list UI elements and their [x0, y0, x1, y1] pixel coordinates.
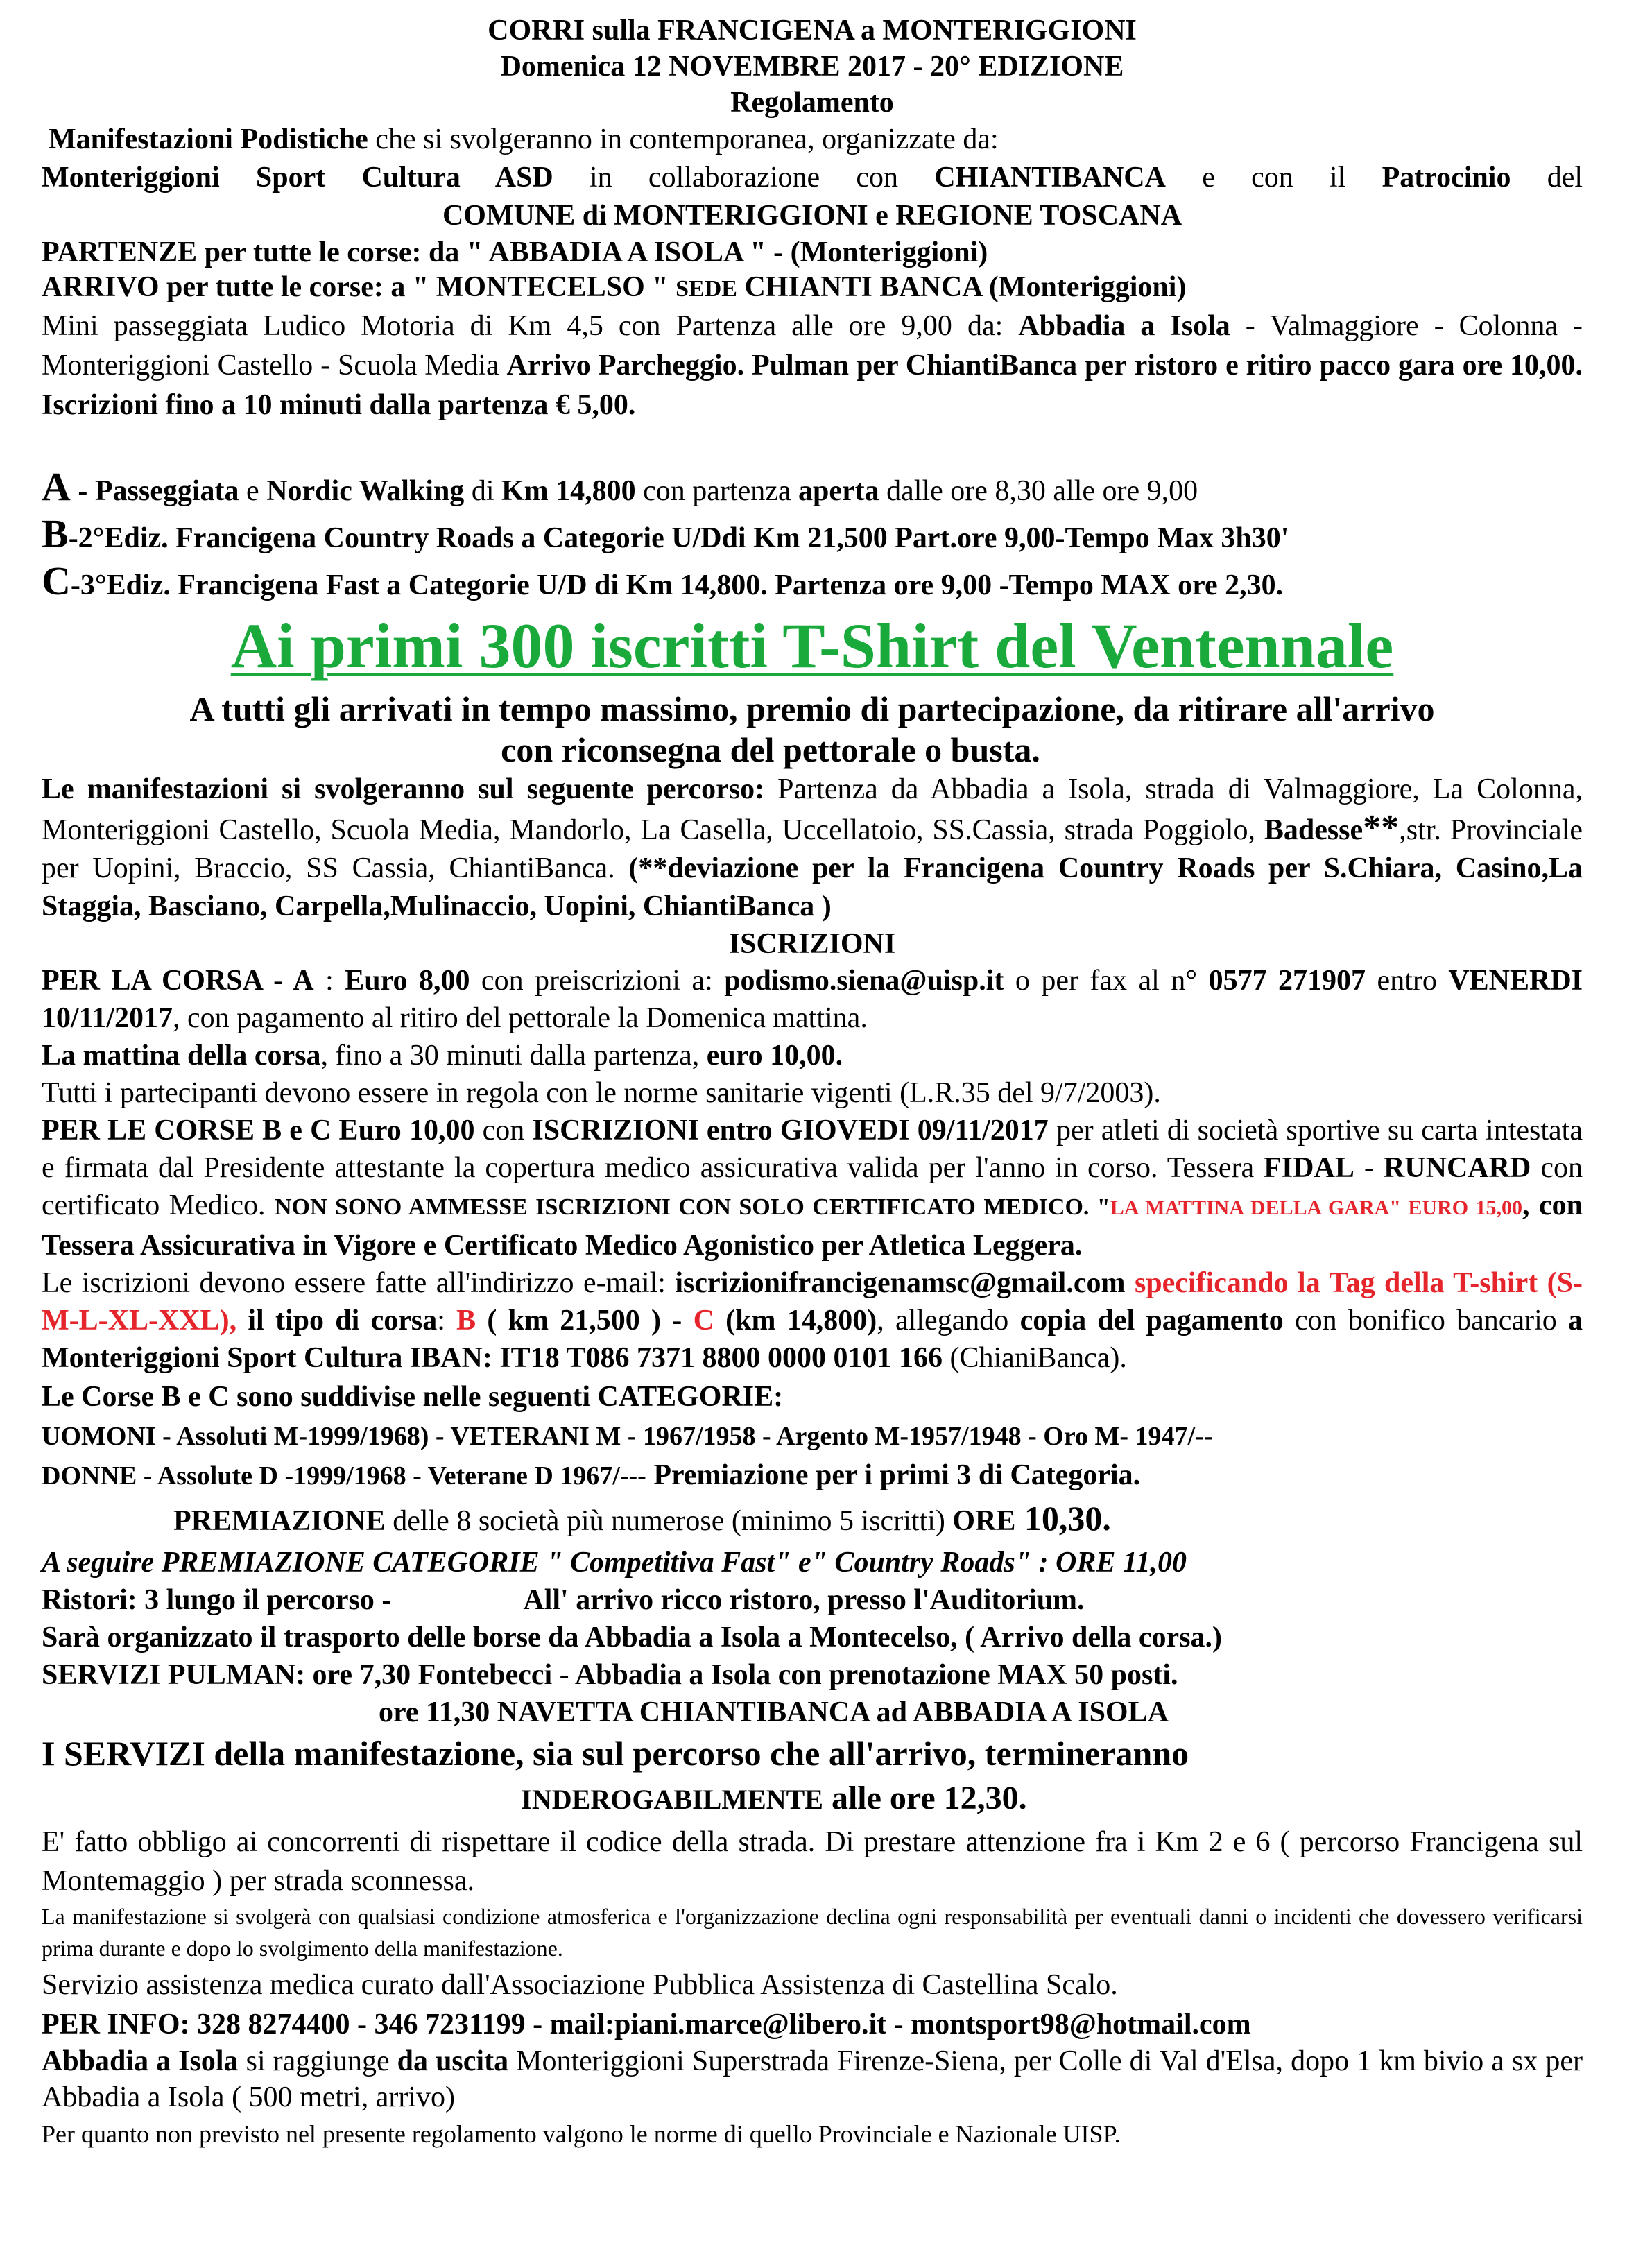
race-b: B-2°Ediz. Francigena Country Roads a Categorie U/Ddi Km 21,500 Part.ore 9,00-Tempo Max 3h30' — [42, 511, 1289, 556]
services-end-line-1: I SERVIZI della manifestazione, sia sul percorso che all'arrivo, termineranno — [42, 1734, 1189, 1773]
race-bc-registration: PER LE CORSE B e C Euro 10,00 con ISCRIZIONI entro GIOVEDI 09/11/2017 per atleti di società sportive su carta intestata e firmata dal Presidente attestante la copertura medico assicurativa valida per l'anno in corso. Tessera FIDAL - RUNCARD con certificato Medico. NON SONO AMMESSE ISCRIZIONI CON SOLO CERTIFICATO MEDICO. "LA MATTINA DELLA GARA" EURO 15,00, con Tessera Assicurativa in Vigore e Certificato Medico Agonistico per Atletica Leggera. — [42, 1115, 1583, 1262]
weather-disclaimer: La manifestazione si svolgerà con qualsiasi condizione atmosferica e l'organizzazione declina ogni responsabilità per eventuali danni o incidenti che dovessero verificarsi prima durante e dopo lo svolgimento della manifestazione. — [42, 1904, 1583, 1961]
event-title: CORRI sulla FRANCIGENA a MONTERIGGIONI — [488, 15, 1137, 46]
categories-men: UOMONI - Assoluti M-1999/1968) - VETERANI M - 1967/1958 - Argento M-1957/1948 - Oro M- 1947/-- — [42, 1422, 1213, 1451]
categories-heading: Le Corse B e C sono suddivise nelle seguenti CATEGORIE: — [42, 1381, 784, 1413]
mini-walk-paragraph: Mini passeggiata Ludico Motoria di Km 4,5 con Partenza alle ore 9,00 da: Abbadia a Isola - Valmaggiore - Colonna - Monteriggioni Castello - Scuola Media Arrivo Parcheggio. Pulman per ChiantiBanca per ristoro e ritiro pacco gara ore 10,00. Iscrizioni fino a 10 minuti dalla partenza € 5,00. — [42, 310, 1583, 421]
uisp-note: Per quanto non previsto nel presente regolamento valgono le norme di quello Provinciale e Nazionale UISP. — [42, 2120, 1121, 2148]
race-c: C-3°Ediz. Francigena Fast a Categorie U/D di Km 14,800. Partenza ore 9,00 -Tempo MAX ore 2,30. — [42, 558, 1284, 603]
event-date-edition: Domenica 12 NOVEMBRE 2017 - 20° EDIZIONE — [500, 51, 1124, 83]
regulation-heading: Regolamento — [730, 87, 894, 119]
iscrizioni-heading: ISCRIZIONI — [728, 928, 896, 960]
race-a-registration: PER LA CORSA - A : Euro 8,00 con preiscrizioni a: podismo.siena@uisp.it o per fax al n° 0577 271907 entro VENERDI 10/11/2017, con pagamento al ritiro del pettorale la Domenica mattina. — [42, 965, 1583, 1034]
email-registration: Le iscrizioni devono essere fatte all'indirizzo e-mail: iscrizionifrancigenamsc@gmail.com specificando la Tag della T-shirt (S-M-L-XL-XXL), il tipo di corsa: B ( km 21,500 ) - C (km 14,800), allegando copia del pagamento con bonifico bancario a Monteriggioni Sport Cultura IBAN: IT18 T086 7371 8800 0000 0101 166 (ChianiBanca). — [42, 1267, 1583, 1374]
route-paragraph: Le manifestazioni si svolgeranno sul seguente percorso: Partenza da Abbadia a Isola, strada di Valmaggiore, La Colonna, Monteriggioni Castello, Scuola Media, Mandorlo, La Casella, Uccellatoio, SS.Cassia, strada Poggiolo, Badesse**,str. Provinciale per Uopini, Braccio, SS Cassia, ChiantiBanca. (**deviazione per la Francigena Country Roads per S.Chiara, Casino,La Staggia, Basciano, Carpella,Mulinaccio, Uopini, ChiantiBanca ) — [42, 773, 1583, 922]
bag-transport: Sarà organizzato il trasporto delle borse da Abbadia a Isola a Montecelso, ( Arrivo della corsa.) — [42, 1622, 1223, 1653]
prize-line-2: con riconsegna del pettorale o busta. — [501, 730, 1040, 769]
morning-registration: La mattina della corsa, fino a 30 minuti dalla partenza, euro 10,00. — [42, 1040, 843, 1072]
health-rules: Tutti i partecipanti devono essere in regola con le norme sanitarie vigenti (L.R.35 del 9/7/2003). — [42, 1077, 1161, 1109]
premiazione-categorie: A seguire PREMIAZIONE CATEGORIE " Competitiva Fast" e" Country Roads" : ORE 11,00 — [42, 1547, 1187, 1579]
start-line: PARTENZE per tutte le corse: da " ABBADIA A ISOLA " - (Monteriggioni) — [42, 237, 988, 268]
bus-service: SERVIZI PULMAN: ore 7,30 Fontebecci - Abbadia a Isola con prenotazione MAX 50 posti. — [42, 1659, 1178, 1691]
patronage-line: COMUNE di MONTERIGGIONI e REGIONE TOSCANA — [442, 200, 1182, 232]
intro-line-1: Manifestazioni Podistiche che si svolgeranno in contemporanea, organizzate da: — [49, 123, 999, 155]
medical-service: Servizio assistenza medica curato dall'Associazione Pubblica Assistenza di Castellina Scalo. — [42, 1969, 1118, 2001]
ristori-line: Ristori: 3 lungo il percorso - All' arrivo ricco ristoro, presso l'Auditorium. — [42, 1584, 1085, 1616]
race-a: A - Passeggiata e Nordic Walking di Km 14,800 con partenza aperta dalle ore 8,30 alle ore 9,00 — [42, 464, 1198, 509]
premiazione-societa: PREMIAZIONE delle 8 società più numerose (minimo 5 iscritti) ORE 10,30. — [173, 1499, 1111, 1538]
shuttle-service: ore 11,30 NAVETTA CHIANTIBANCA ad ABBADIA A ISOLA — [379, 1696, 1169, 1728]
road-rules: E' fatto obbligo ai concorrenti di rispettare il codice della strada. Di prestare attenzione fra i Km 2 e 6 ( percorso Francigena sul Montemaggio ) per strada sconnessa. — [42, 1826, 1583, 1897]
tshirt-headline: Ai primi 300 iscritti T-Shirt del Ventennale — [230, 610, 1394, 681]
directions: Abbadia a Isola si raggiunge da uscita Monteriggioni Superstrada Firenze-Siena, per Colle di Val d'Elsa, dopo 1 km bivio a sx per Abbadia a Isola ( 500 metri, arrivo) — [42, 2045, 1583, 2113]
arrival-line: ARRIVO per tutte le corse: a " MONTECELSO " SEDE CHIANTI BANCA (Monteriggioni) — [42, 271, 1187, 303]
categories-women: DONNE - Assolute D -1999/1968 - Veterane D 1967/--- Premiazione per i primi 3 di Categoria. — [42, 1459, 1141, 1491]
info-contacts: PER INFO: 328 8274400 - 346 7231199 - mail:piani.marce@libero.it - montsport98@hotmail.com — [42, 2009, 1251, 2040]
prize-line-1: A tutti gli arrivati in tempo massimo, premio di partecipazione, da ritirare all'arrivo — [189, 689, 1435, 728]
intro-line-2: Monteriggioni Sport Cultura ASD in collaborazione con CHIANTIBANCA e con il Patrocinio del — [42, 162, 1583, 194]
services-end-line-2: INDEROGABILMENTE alle ore 12,30. — [521, 1780, 1027, 1816]
